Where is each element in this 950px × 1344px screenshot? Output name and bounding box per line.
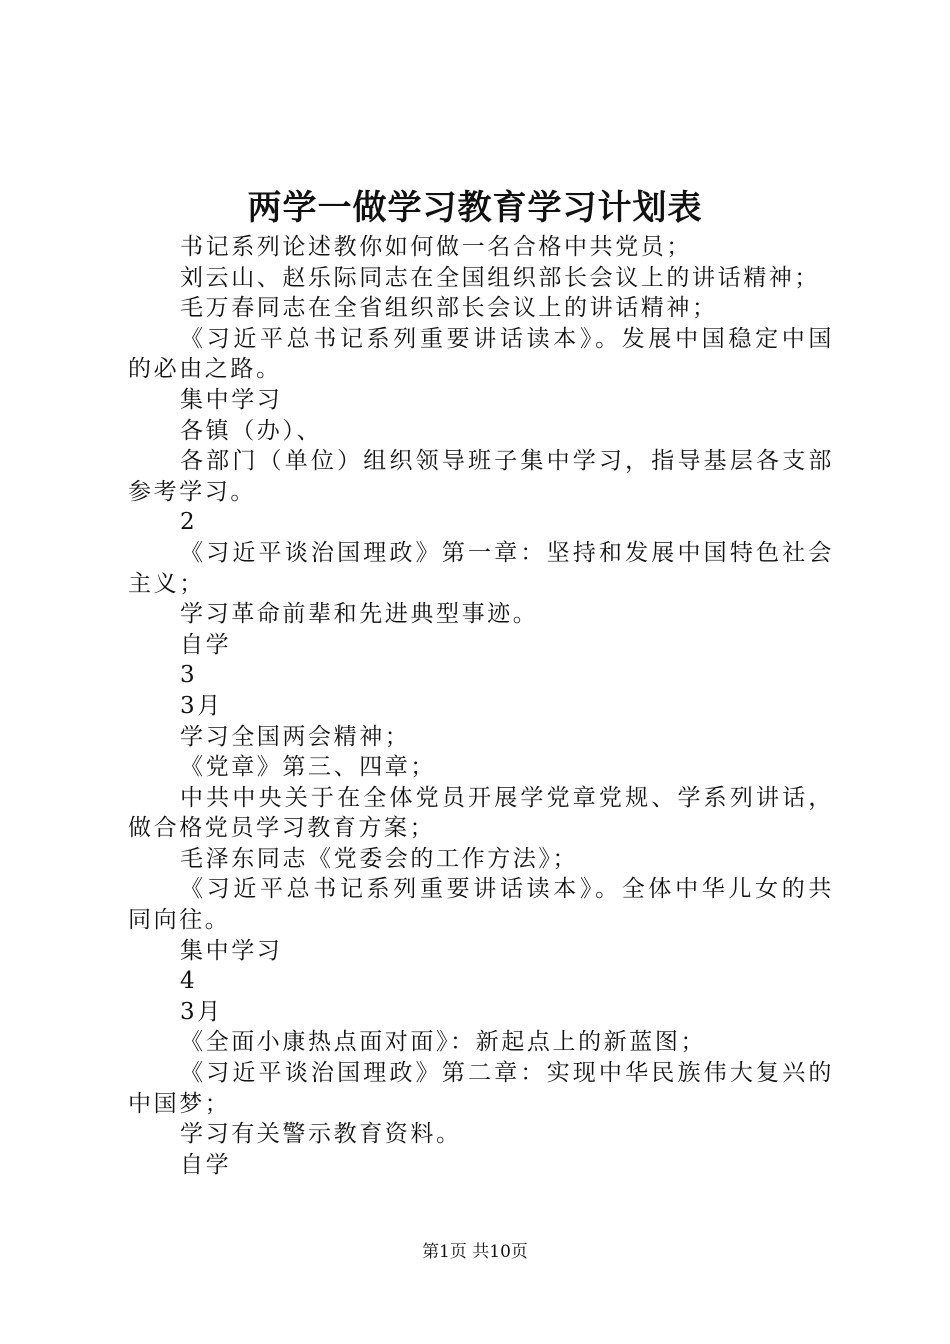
paragraph: 各部门（单位）组织领导班子集中学习，指导基层各支部参考学习。: [128, 448, 834, 505]
paragraph: 各镇（办）、: [180, 417, 323, 444]
paragraph: 学习有关警示教育资料。: [180, 1121, 462, 1148]
paragraph: 自学: [180, 1151, 232, 1178]
paragraph: 毛泽东同志《党委会的工作方法》；: [180, 845, 579, 872]
paragraph: 集中学习: [180, 937, 283, 964]
paragraph: 书记系列论述教你如何做一名合格中共党员；: [180, 234, 692, 260]
page-footer: 第1页 共10页: [422, 1242, 528, 1262]
paragraph: 《习近平谈治国理政》第一章：坚持和发展中国特色社会主义；: [128, 539, 834, 597]
paragraph: 3月: [180, 692, 223, 719]
paragraph: 中共中央关于在全体党员开展学党章党规、学系列讲话，做合格党员学习教育方案；: [128, 784, 834, 842]
paragraph: 毛万春同志在全省组织部长会议上的讲话精神；: [180, 295, 718, 322]
paragraph: 《习近平总书记系列重要讲话读本》。全体中华儿女的共同向往。: [128, 876, 834, 934]
paragraph: 3: [180, 662, 198, 689]
paragraph: 3月: [180, 998, 223, 1025]
paragraph: 学习全国两会精神；: [180, 723, 411, 750]
paragraph: 4: [180, 968, 198, 995]
document-title: 两学一做学习教育学习计划表: [247, 188, 703, 228]
document-body: [128, 232, 834, 1180]
paragraph: 集中学习: [180, 386, 283, 413]
paragraph: 《习近平总书记系列重要讲话读本》。发展中国稳定中国的必由之路。: [128, 325, 834, 383]
paragraph: 2: [180, 509, 198, 536]
paragraph: 自学: [180, 631, 232, 658]
paragraph: 《习近平谈治国理政》第二章：实现中华民族伟大复兴的中国梦；: [128, 1060, 834, 1117]
paragraph: 《党章》第三、四章；: [180, 754, 436, 781]
paragraph: 《全面小康热点面对面》：新起点上的新蓝图；: [180, 1029, 707, 1056]
paragraph: 刘云山、赵乐际同志在全国组织部长会议上的讲话精神；: [180, 264, 820, 291]
paragraph: 学习革命前辈和先进典型事迹。: [180, 601, 539, 628]
